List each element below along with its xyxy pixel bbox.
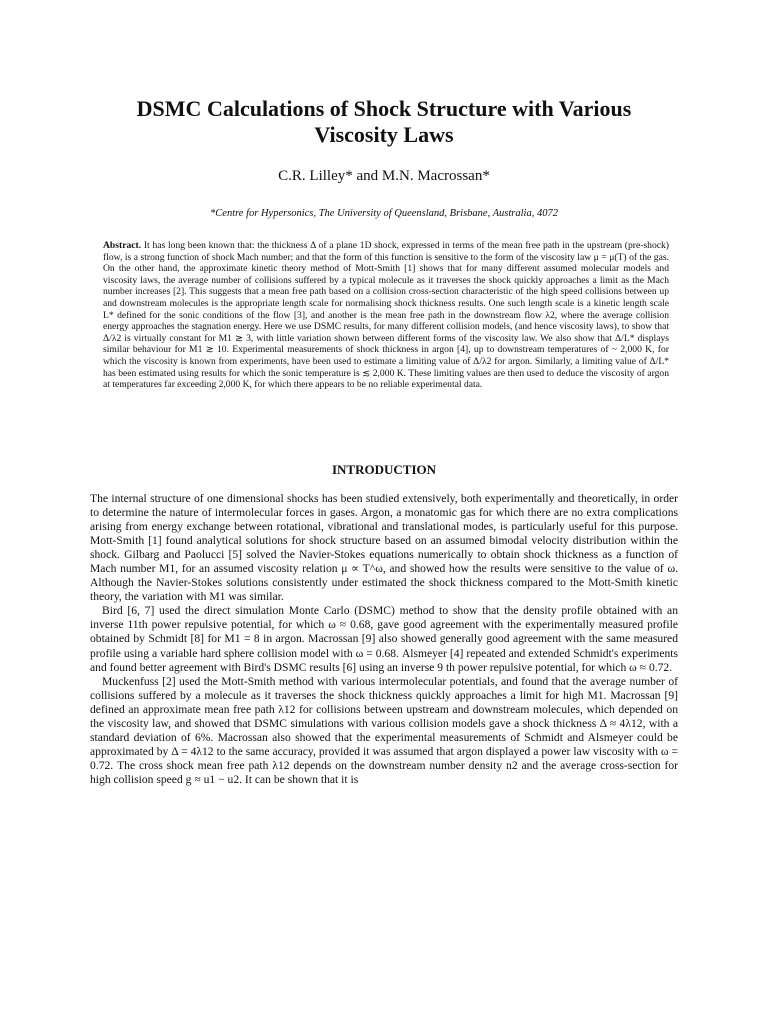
body-paragraph: Bird [6, 7] used the direct simulation Monte Carlo (DSMC) method to show that the density profile obtained with an inverse 11th power repulsive potential, for which ω ≈ 0.68, gave good agreement with the experimentally measured profile obtained by Schmidt [8] for M1 = 8 in argon. Macrossan [9] also showed generally good agreement with the same measured profile using a variable hard sphere collision model with ω = 0.68. Alsmeyer [4] repeated and extended Schmidt's experiments and found better agreement with Bird's DSMC results [6] using an inverse 9 th power repulsive potential, for which ω ≈ 0.72. xyxy=(90,604,678,674)
body-paragraph: Muckenfuss [2] used the Mott-Smith method with various intermolecular potentials, and found that the average number of collisions suffered by a molecule as it traverses the shock thickness quickly approaches a limit for high M1. Macrossan [9] defined an approximate mean free path λ12 for collisions between upstream and downstream molecules, which depended on the viscosity law, and showed that DSMC simulations with various collision models gave a shock thickness Δ ≈ 4λ12, with a standard deviation of 6%. Macrossan also showed that the experimental measurements of Schmidt and Alsmeyer could be approximated by Δ = 4λ12 to the same accuracy, provided it was assumed that argon displayed a power law viscosity with ω = 0.72. The cross shock mean free path λ12 depends on the downstream number density n2 and the average cross-section for high collision speed g ≈ u1 − u2. It can be shown that it is xyxy=(90,674,678,786)
abstract-block xyxy=(103,240,669,391)
section-heading-introduction: INTRODUCTION xyxy=(331,462,436,477)
author-affiliation: *Centre for Hypersonics, The University of Queensland, Brisbane, Australia, 4072 xyxy=(210,208,558,219)
paper-title xyxy=(0,96,768,148)
abstract-label: Abstract. xyxy=(103,240,142,251)
author-list: C.R. Lilley* and M.N. Macrossan* xyxy=(278,168,490,184)
abstract-text: It has long been known that: the thickness Δ of a plane 1D shock, expressed in terms of the mean free path in the upstream (pre-shock) flow, is a strong function of shock Mach number; and that the form of this function is sensitive to the form of the viscosity law μ = μ(T) of the gas. On the other hand, the approximate kinetic theory method of Mott-Smith [1] shows that for many different assumed molecular models and viscosity laws, the average number of collisions suffered by a typical molecule as it traverses the shock quickly approaches a limit as the Mach number increases [2]. This suggests that a mean free path based on a collision cross-section characteristic of the high speed collisions between up and downstream molecules is the appropriate length scale for normalising shock thickness results. One such length scale is a kinetic length scale L* defined for the sonic conditions of the flow [3], and another is the mean free path in the downstream flow λ2, where the average collision energy approaches the stagnation energy. Here we use DSMC results, for many different collision models, (and hence viscosity laws), to show that Δ/λ2 is virtually constant for M1 ≳ 3, with little variation shown between different forms of the viscosity law. We also show that Δ/L* displays similar behaviour for M1 ≳ 10. Experimental measurements of shock thickness in argon [4], up to downstream temperatures of ~ 2,000 K, for which the viscosity is known from experiments, have been used to estimate a limiting value of Δ/λ2 for argon. Similarly, a limiting value of Δ/L* has been estimated using results for which the sonic temperature is ≲ 2,000 K. These limiting values are then used to deduce the viscosity of argon at temperatures far exceeding 2,000 K, for which there appears to be no reliable experimental data. xyxy=(103,240,669,391)
title-line-2: Viscosity Laws xyxy=(314,122,454,147)
title-line-1: DSMC Calculations of Shock Structure with Various xyxy=(136,96,632,121)
introduction-body xyxy=(90,492,678,787)
body-paragraph: The internal structure of one dimensional shocks has been studied extensively, both experimentally and theoretically, in order to determine the nature of intermolecular forces in gases. Argon, a monatomic gas for which there are no extra complications arising from energy exchange between rotational, vibrational and translational modes, is particularly useful for this purpose. Mott-Smith [1] found analytical solutions for shock structure based on an assumed bimodal velocity distribution within the shock. Gilbarg and Paolucci [5] solved the Navier-Stokes equations numerically to obtain shock thickness as a function of Mach number M1, for an assumed viscosity relation μ ∝ T^ω, and showed how the results were sensitive to the value of ω. Although the Navier-Stokes solutions consistently under estimated the shock thickness compared to the Mott-Smith kinetic theory, the variation with M1 was similar. xyxy=(90,492,678,604)
